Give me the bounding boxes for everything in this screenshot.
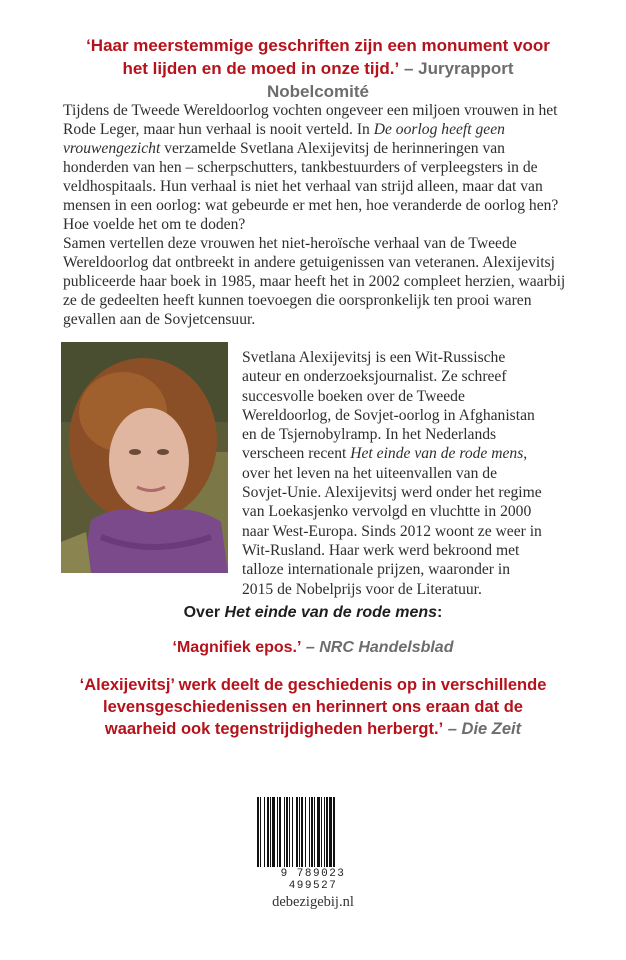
isbn-barcode [253,795,373,892]
author-bio [242,348,542,599]
blurb-paragraph-2: Samen vertellen deze vrouwen het niet-heroïsche verhaal van de Tweede Wereldoorlog dat ontbreekt in andere getuigenissen van veteranen. Alexijevitsj publiceerde haar boek in 1985, maar heeft het in 2002 compleet herzien, waarbij ze de gedeelten heeft kunnen toevoegen die oorspronkelijk ten prooi waren gevallen aan de Sovjetcensuur. [63,235,566,328]
nrc-quote-text: ‘Magnifiek epos.’ [172,639,302,656]
blurb-text: verzamelde Svetlana Alexijevitsj de herinneringen van honderden van hen – scherpschutters, tankbestuurders of verpleegsters in de veldhospitaals. Hun verhaal is niet het verhaal van strijd alleen, maar dat van mensen in een oorlog: wat gebeurde er met hen, hoe veranderde de oorlog hen? Hoe voelde het om te doden? [63,140,559,233]
reviews-heading-suffix: : [437,604,443,621]
author-photo [61,342,228,573]
blurb-text: Tijdens de Tweede Wereldoorlog vochten ongeveer een miljoen vrouwen in het Rode Leger, maar hun verhaal is nooit verteld. In [63,102,558,138]
author-portrait-image [61,342,228,573]
nobel-quote-text: ‘Haar meerstemmige geschriften zijn een monument voor het lijden en de moed in onze tijd.’ [86,36,550,78]
publisher-website: debezigebij.nl [272,894,354,910]
nobel-jury-quote [78,34,558,103]
book-blurb [63,101,573,329]
die-zeit-quote-text: ‘Alexijevitsj’ werk deelt de geschiedenis op in verschillende levensgeschiedenissen en herinnert ons eraan dat de waarheid ook tegenstrijdigheden herbergt.’ [79,676,547,738]
bio-text: Svetlana Alexijevitsj is een Wit-Russische auteur en onderzoeksjournalist. Ze schreef succesvolle boeken over de Tweede Wereldoorlog, de Sovjet-oorlog in Afghanistan en de Tsjernobylramp. In het Nederlands verscheen recent [242,349,535,463]
isbn-number: 9 789023 499527 [280,868,346,892]
nrc-review [0,638,626,658]
bio-paragraph [242,348,542,599]
bio-book-title: Het einde van de rode mens [350,445,524,463]
blurb-paragraph-1 [63,101,573,234]
bio-text: , over het leven na het uiteenvallen van de Sovjet-Unie. Alexijevitsj werd onder het regime van Loekasjenko vervolgd en vluchtte in 2000 naar West-Europa. Sinds 2012 woont ze weer in Wit-Rusland. Haar werk werd bekroond met talloze internationale prijzen, waaronder in 2015 de Nobelprijs voor de Literatuur. [242,445,542,598]
barcode-bars [257,797,369,867]
reviews-heading-prefix: Over [183,604,225,621]
book-title: De oorlog heeft geen vrouwengezicht [63,121,505,157]
die-zeit-review [70,674,556,740]
reviews-heading [0,603,626,623]
die-zeit-quote-source: – Die Zeit [447,720,522,738]
nobel-quote-source: – Juryrapport Nobelcomité [266,59,514,101]
nrc-quote-source: – NRC Handelsblad [305,639,454,656]
reviews-heading-title: Het einde van de rode mens [224,604,438,621]
